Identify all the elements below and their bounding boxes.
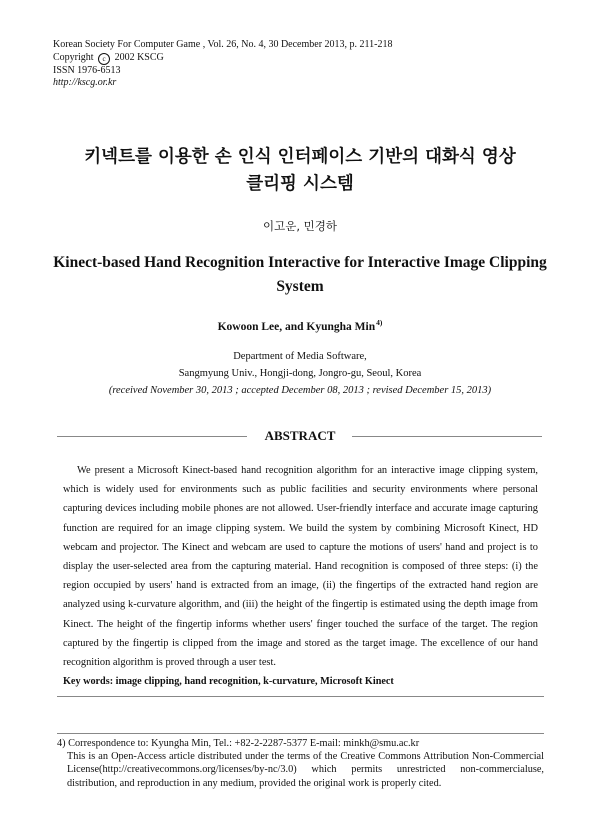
journal-url[interactable]: http://kscg.or.kr [53,77,117,88]
english-title [50,251,550,299]
department: Department of Media Software, [233,351,367,362]
copyright-icon: c [98,53,110,65]
address: Sangmyung Univ., Hongji-dong, Jongro-gu, Seoul, Korea [178,368,422,379]
korean-title-line-1: 키넥트를 이용한 손 인식 인터페이스 기반의 대화식 영상 [84,147,516,167]
issn: ISSN 1976-6513 [53,64,121,76]
korean-authors: 이고운, 민경하 [263,219,337,233]
abstract-body: We present a Microsoft Kinect-based hand recognition algorithm for an interactive image clipping system, which is widely used for environments such as public facilities and security environments where personal capturing devices including mobile phones are not allowed. User-friendly interface and accurate image capturing function are required for an image clipping system. We build the system by combining Microsoft Kinect, HD webcam and projector. The Kinect and webcam are used to capture the motions of users' hand and project is to display the user-selected area from the capturing material. Hand recognition is composed of three steps: (i) the region occupied by users' hand is extracted from an image, (ii) the fingertips of the extracted hand region are analyzed using k-curvature algorithm, and (iii) the height of the fingertip is estimated using the depth image from Kinect. The height of the fingertip informs whether users' finger touched the surface of the target. The region captured by the fingertip is clipped from the image and stored as the target image. The excellence of our hand recognition algorithm is proved through a user test. [63,465,538,669]
footnote-license: This is an Open-Access article distributed under the terms of the Creative Commons Attribution Non-Commercial License(http://creativecommons.org/licenses/by-nc/3.0) which permits unrestricted non-commercialuse, distribution, and reproduction in any medium, provided the original work is properly cited. [67,751,544,789]
copyright-label: Copyright [53,51,94,63]
korean-title-line-2: 클리핑 시스템 [246,174,354,194]
journal-header [53,39,392,90]
keywords: Key words: image clipping, hand recognition, k-curvature, Microsoft Kinect [63,676,394,687]
footnote-divider [57,733,544,734]
footnote [57,737,544,790]
submission-dates: (received November 30, 2013 ; accepted December 08, 2013 ; revised December 15, 2013) [108,385,492,396]
copyright-line [53,52,392,65]
footnote-correspondence: 4) Correspondence to: Kyungha Min, Tel.: +82-2-2287-5377 E-mail: minkh@smu.ac.kr [57,738,420,749]
footnote-marker[interactable]: 4) [376,318,383,327]
abstract-heading: ABSTRACT [264,428,336,443]
keywords-divider [57,696,544,697]
english-authors [0,318,600,333]
abstract-rule-right [352,436,542,437]
copyright-holder: 2002 KSCG [114,51,164,63]
journal-citation: Korean Society For Computer Game , Vol. 26, No. 4, 30 December 2013, p. 211-218 [53,39,393,50]
english-title-line-2: System [276,278,324,295]
english-author-names: Kowoon Lee, and Kyungha Min [217,321,376,333]
english-title-line-1: Kinect-based Hand Recognition Interactive for Interactive Image Clipping [53,254,547,271]
korean-title [40,144,560,198]
affiliation [0,348,600,399]
